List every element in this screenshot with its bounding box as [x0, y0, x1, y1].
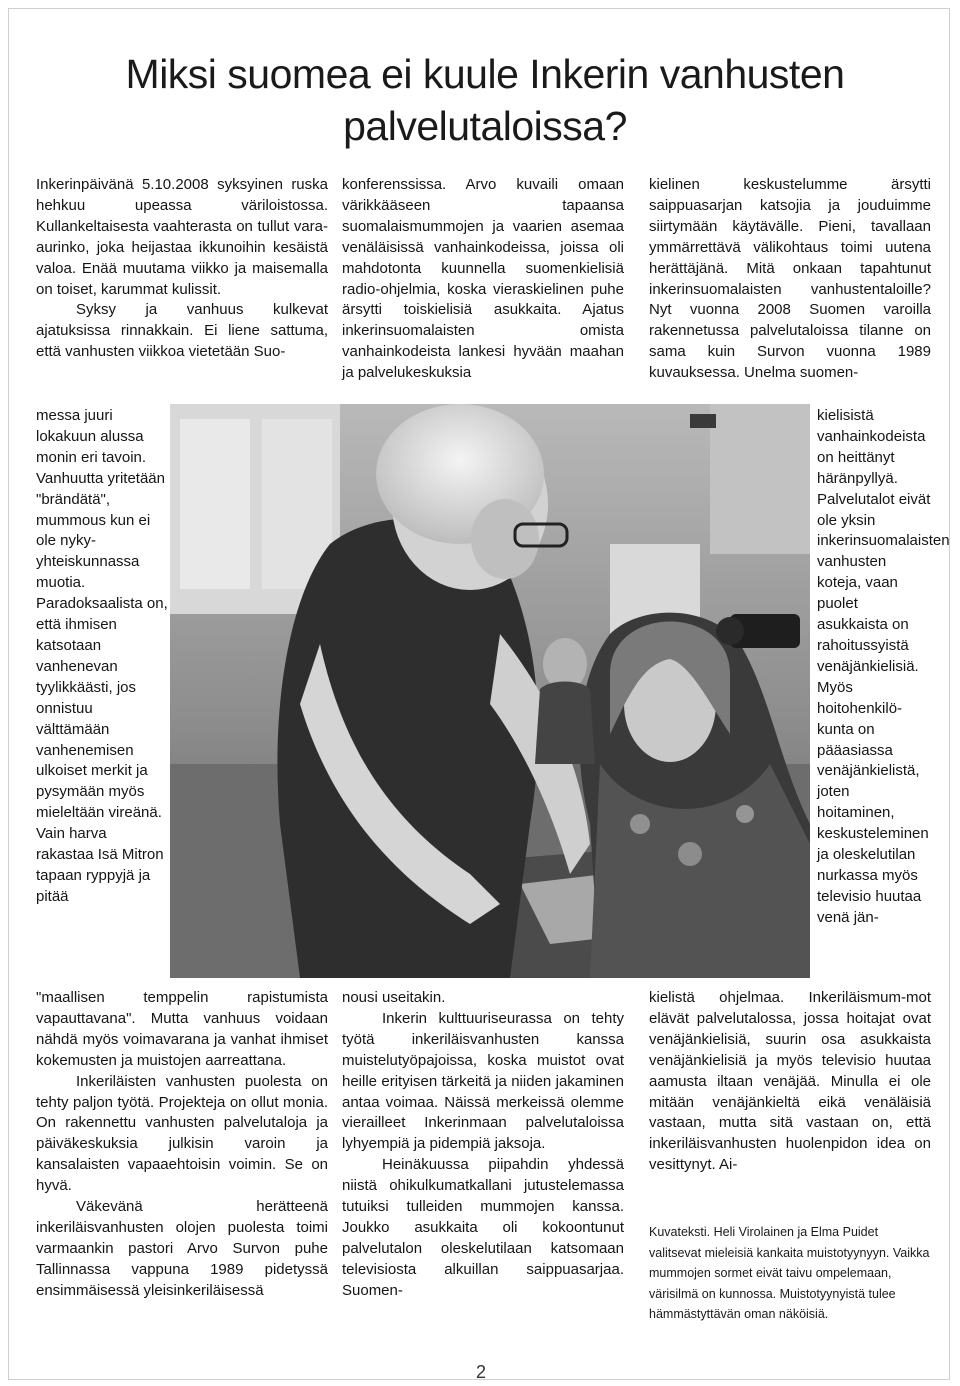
paragraph: Inkerinpäivänä 5.10.2008 syksyinen ruska hehkuu upeassa väriloistossa. Kullankeltaisesta vaahterasta on tullut vara-aurinko, joka heijastaa ikkunoihin kesäistä valoa. Enää muutama viikko ja maisemalla on toiset, karummat kulissit. [36, 176, 328, 298]
article-photo [170, 404, 810, 978]
column-2-bottom [342, 988, 624, 1302]
paragraph: kielinen keskustelumme ärsytti saippuasarjan katsojia ja jouduimme siirtymään käytävälle. Pieni, tavallaan ymmärrettävä välikohtaus toimi uutena herättäjänä. Mitä onkaan tapahtunut inkerinsuomalaisten vanhustentaloille? Nyt vuonna 2008 Suomen varoilla rakennetussa palvelutaloissa tilanne on sama kuin Survon vuonna 1989 kuvauksessa. Unelma suomen- [649, 176, 931, 382]
paragraph: konferenssissa. Arvo kuvaili omaan värikkääseen tapaansa suomalaismummojen ja vaarien asemaa venäläisissä vanhainkodeissa, joissa oli mahdotonta kuunnella suomenkielisiä radio-ohjelmia, koska vieraskielinen puhe ärsytti toiskielisiä asukkaita. Ajatus inkerinsuomalaisten omista vanhainkodeista lankesi hyvään maahan ja palvelukeskuksia [342, 176, 624, 382]
paragraph: kielistä ohjelmaa. Inkeriläismum-mot elävät palvelutalossa, jossa hoitajat ovat venäjänkielisiä, suurin osa asukkaista venäjänkielisiä ja myös televisio huutaa aamusta iltaan venäjää. Minulla ei ole mitään venäjänkieltä eikä venäläisiä vastaan, mutta sitä vastaan on, että inkeriläisvanhusten huolenpidon idea on vesittynyt. Ai- [649, 989, 931, 1174]
column-3-bottom [649, 988, 931, 1176]
paragraph: messa juuri lokakuun alussa monin eri tavoin. Vanhuutta yritetään "brändätä", mummous kun ei ole nyky-yhteiskunnassa muotia. Paradoksaalista on, että ihmisen katsotaan vanhenevan tyylikkäästi, jos onnistuu välttämään vanhenemisen ulkoiset merkit ja pysymään myös mieleltään vireänä. Vain harva rakastaa Isä Mitron tapaan ryppyjä ja pitää [36, 407, 168, 905]
column-3-wrap-text [817, 406, 950, 929]
paragraph: Väkevänä herätteenä inkeriläisvanhusten olojen puolesta toimi varmaankin pastori Arvo Survon puhe Tallinnassa vappuna 1989 pidetyssä ensimmäisessä yleisinkeriläisessä [36, 1198, 328, 1299]
paragraph: "maallisen temppelin rapistumista vapauttavana". Mutta vanhuus voidaan nähdä myös voimavarana ja vanhat ihmiset kokemusten ja muistojen aarreattana. [36, 989, 328, 1069]
photo-caption: Kuvateksti. Heli Virolainen ja Elma Puidet valitsevat mieleisiä kankaita muistotyynyyn. Vaikka mummojen sormet eivät taivu ompelemaan, värisilmä on kunnossa. Muistotyynyistä tulee hämmästyttävän oman näköisiä. [649, 1225, 930, 1321]
paragraph: kielisistä vanhainkodeista on heittänyt häränpyllyä. Palvelutalot eivät ole yksin inkerinsuomalaisten vanhusten koteja, vaan puolet asukkaista on rahoitussyistä venäjänkielisiä. Myös hoitohenkilö-kunta on pääasiassa venäjänkielistä, joten hoitaminen, keskusteleminen ja oleskelutilan nurkassa myös televisio huutaa venä jän- [817, 407, 950, 926]
paragraph: nousi useitakin. [342, 989, 446, 1006]
column-1-wrap-text [36, 406, 168, 908]
paragraph: Heinäkuussa piipahdin yhdessä niistä ohikulkumatkallani jutustelemassa tutuiksi tulleiden mummojen kanssa. Joukko asukkaita oli kokoontunut palvelutalon oleskelutilaan katsomaan televisiosta alkuillan saippuasarjaa. Suomen- [342, 1156, 624, 1299]
column-2-top [342, 175, 624, 384]
paragraph: Inkeriläisten vanhusten puolesta on tehty paljon työtä. Projekteja on ollut monia. On rakennettu vanhusten palvelutaloja ja päiväkeskuksia julkisin varoin ja kansalaisten vapaaehtoisin voimin. Se on hyvä. [36, 1072, 328, 1195]
column-1-bottom [36, 988, 328, 1302]
article-title: Miksi suomea ei kuule Inkerin vanhusten palvelutaloissa? [125, 51, 845, 149]
photograph-icon [170, 404, 810, 978]
column-1-top [36, 175, 328, 363]
paragraph: Syksy ja vanhuus kulkevat ajatuksissa rinnakkain. Ei liene sattuma, että vanhusten viikkoa vietetään Suo- [36, 301, 328, 361]
column-3-top [649, 175, 931, 384]
paragraph: Inkerin kulttuuriseurassa on tehty työtä inkeriläisvanhusten kanssa muistelutyöpajoissa, koska muistot ovat heille erityisen tärkeitä ja niiden jakaminen antaa voimaa. Näissä merkeissä olemme vierailleet Inkerinmaan palvelutaloissa lyhyempiä ja pidempiä jaksoja. [342, 1009, 624, 1153]
page-number: 2 [476, 1362, 487, 1382]
